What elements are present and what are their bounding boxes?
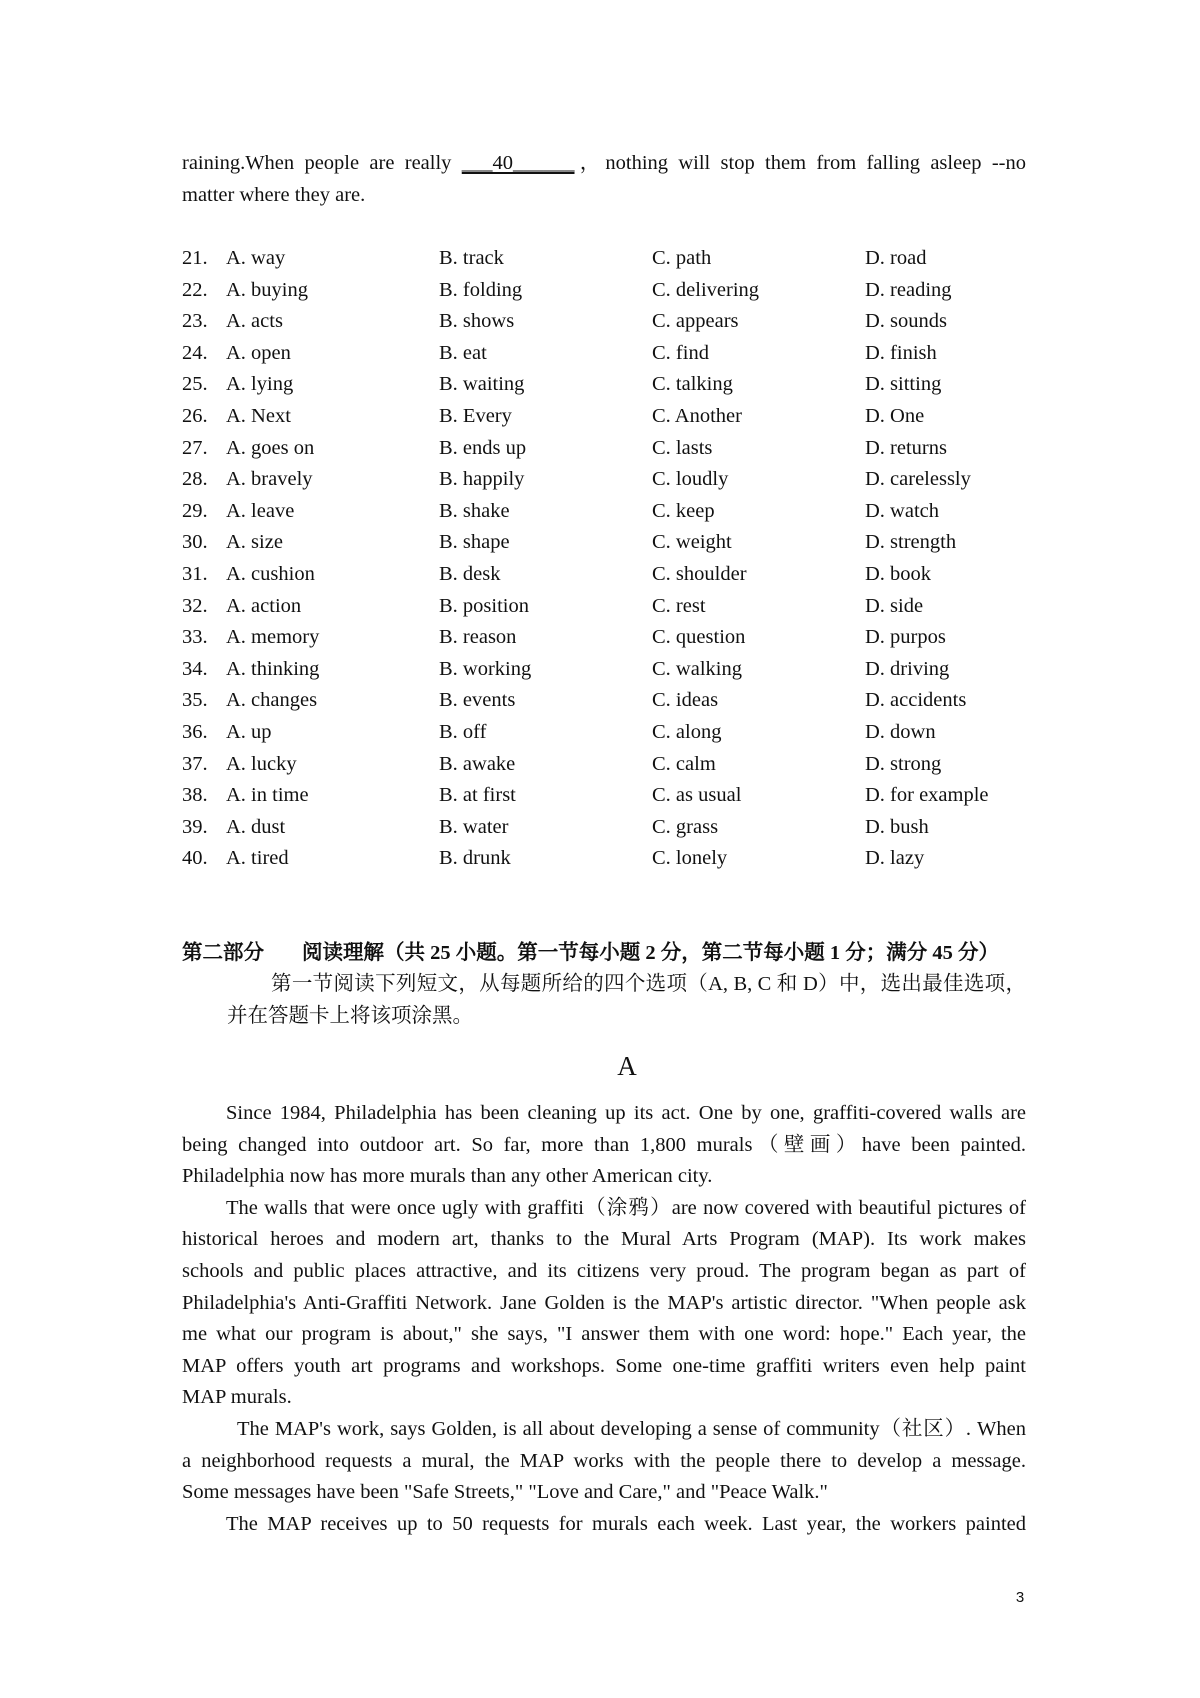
option-d: D. watch	[865, 499, 940, 522]
option-c: C. delivering	[652, 278, 760, 301]
text-line	[182, 148, 1026, 180]
option-b: B. ends up	[439, 436, 527, 459]
passage-paragraph	[182, 1414, 1026, 1509]
option-row	[182, 591, 1026, 623]
option-b: B. waiting	[439, 373, 525, 396]
option-d: D. lazy	[865, 847, 925, 870]
option-a: A. goes on	[226, 436, 315, 459]
text-line: Since 1984, Philadelphia has been cleaning up its act. One by one, graffiti-covered walls are	[226, 1102, 1026, 1124]
option-c: C. rest	[652, 594, 706, 617]
option-b: B. drunk	[439, 847, 511, 870]
question-number: 26.	[182, 404, 208, 427]
option-b: B. track	[439, 247, 504, 269]
option-row	[182, 559, 1026, 591]
option-a: A. lying	[226, 373, 294, 396]
option-c: C. question	[652, 626, 746, 649]
option-c: C. loudly	[652, 468, 729, 491]
option-a: A. up	[226, 720, 272, 743]
option-c: C. calm	[652, 752, 716, 775]
question-number: 40.	[182, 847, 208, 870]
option-a: A. size	[226, 531, 283, 554]
option-c: C. along	[652, 720, 722, 743]
question-number: 22.	[182, 278, 208, 301]
question-number: 38.	[182, 784, 208, 807]
section-heading	[182, 938, 1026, 970]
text-line: The MAP receives up to 50 requests for murals each week. Last year, the workers painted	[226, 1512, 1026, 1535]
option-c: C. appears	[652, 310, 739, 333]
option-b: B. shape	[439, 531, 510, 554]
option-a: A. dust	[226, 815, 286, 838]
text-line: matter where they are.	[182, 183, 366, 206]
text-line: Philadelphia now has more murals than any other American city.	[182, 1165, 713, 1188]
option-d: D. returns	[865, 436, 947, 459]
option-b: B. water	[439, 815, 509, 838]
option-a: A. tired	[226, 847, 289, 870]
text-line: schools and public places attractive, and its citizens very proud. The program began as part of	[182, 1259, 1026, 1282]
option-d: D. side	[865, 594, 924, 617]
option-d: D. book	[865, 562, 932, 585]
option-row	[182, 685, 1026, 717]
option-a: A. leave	[226, 499, 295, 522]
option-row	[182, 527, 1026, 559]
option-d: D. sounds	[865, 310, 948, 333]
option-c: C. lonely	[652, 847, 728, 870]
question-number: 37.	[182, 752, 208, 775]
question-number: 36.	[182, 720, 208, 743]
question-number: 34.	[182, 657, 208, 680]
text-segment: raining.When people are really	[182, 152, 452, 174]
option-row	[182, 780, 1026, 812]
option-row	[182, 812, 1026, 844]
option-c: C. grass	[652, 815, 719, 838]
option-b: B. eat	[439, 341, 487, 364]
passage-paragraph	[182, 1193, 1026, 1414]
passage-label: A	[617, 1051, 637, 1081]
option-row	[182, 243, 1026, 275]
question-number: 21.	[182, 247, 208, 269]
section-part-label: 第二部分	[182, 942, 264, 964]
option-b: B. happily	[439, 468, 525, 491]
option-c: C. find	[652, 341, 709, 364]
option-a: A. in time	[226, 784, 309, 807]
option-row	[182, 717, 1026, 749]
question-number: 27.	[182, 436, 208, 459]
option-b: B. reason	[439, 626, 517, 649]
text-line: Some messages have been "Safe Streets," "Love and Care," and "Peace Walk."	[182, 1481, 828, 1504]
option-d: D. strong	[865, 752, 942, 775]
option-c: C. Another	[652, 404, 742, 427]
option-b: B. folding	[439, 278, 523, 301]
option-row	[182, 464, 1026, 496]
option-d: D. carelessly	[865, 468, 971, 491]
option-b: B. at first	[439, 784, 516, 807]
passage-paragraph	[182, 1098, 1026, 1193]
option-row	[182, 338, 1026, 370]
option-d: D. road	[865, 247, 927, 269]
option-c: C. walking	[652, 657, 742, 680]
page-number: 3	[1015, 1589, 1025, 1606]
text-line: a neighborhood requests a mural, the MAP works with the people there to develop a message.	[182, 1449, 1026, 1472]
option-d: D. accidents	[865, 689, 967, 712]
option-row	[182, 369, 1026, 401]
option-b: B. shows	[439, 310, 515, 333]
option-c: C. keep	[652, 499, 715, 522]
option-a: A. acts	[226, 310, 283, 333]
option-b: B. position	[439, 594, 529, 617]
text-line: me what our program is about," she says, "I answer them with one word: hope." Each year, the	[182, 1323, 1026, 1346]
option-b: B. shake	[439, 499, 510, 522]
option-d: D. down	[865, 720, 936, 743]
option-row	[182, 496, 1026, 528]
question-number: 25.	[182, 373, 208, 396]
question-number: 33.	[182, 626, 208, 649]
question-number: 28.	[182, 468, 208, 491]
section-instructions	[227, 969, 1026, 1032]
passage-paragraph	[182, 1509, 1026, 1541]
option-d: D. One	[865, 404, 925, 427]
answer-blank-40: ___40______	[461, 152, 575, 174]
option-b: B. awake	[439, 752, 516, 775]
cloze-passage-ending	[182, 148, 1026, 211]
option-c: C. path	[652, 247, 712, 269]
option-c: C. shoulder	[652, 562, 747, 585]
question-number: 29.	[182, 499, 208, 522]
option-row	[182, 749, 1026, 781]
option-d: D. purpos	[865, 626, 946, 649]
text-line: MAP offers youth art programs and workshops. Some one-time graffiti writers even help paint	[182, 1354, 1026, 1377]
text-line: The MAP's work, says Golden, is all about developing a sense of community（社区）. When	[237, 1417, 1026, 1440]
option-row	[182, 275, 1026, 307]
cloze-options-list	[182, 243, 1026, 875]
option-d: D. bush	[865, 815, 929, 838]
text-line: 并在答题卡上将该项涂黑。	[227, 1004, 473, 1027]
text-line: MAP murals.	[182, 1386, 292, 1409]
text-line: historical heroes and modern art, thanks to the Mural Arts Program (MAP). Its work makes	[182, 1228, 1026, 1251]
option-row	[182, 843, 1026, 875]
option-a: A. cushion	[226, 562, 315, 585]
reading-passage	[182, 1098, 1026, 1540]
option-b: B. off	[439, 720, 487, 743]
option-d: D. driving	[865, 657, 950, 680]
option-a: A. thinking	[226, 657, 320, 680]
option-a: A. changes	[226, 689, 318, 712]
question-number: 23.	[182, 310, 208, 333]
option-row	[182, 401, 1026, 433]
option-row	[182, 654, 1026, 686]
text-line: The walls that were once ugly with graffiti（涂鸦）are now covered with beautiful pictures of	[226, 1196, 1026, 1219]
option-a: A. open	[226, 341, 291, 364]
option-d: D. sitting	[865, 373, 942, 396]
option-b: B. working	[439, 657, 532, 680]
option-a: A. way	[226, 247, 286, 269]
option-b: B. Every	[439, 404, 512, 427]
option-c: C. as usual	[652, 784, 742, 807]
option-c: C. talking	[652, 373, 733, 396]
question-number: 24.	[182, 341, 208, 364]
option-row	[182, 622, 1026, 654]
section-title: 阅读理解（共 25 小题。第一节每小题 2 分，第二节每小题 1 分；满分 45 分）	[302, 942, 999, 964]
option-c: C. ideas	[652, 689, 719, 712]
question-number: 31.	[182, 562, 208, 585]
option-a: A. bravely	[226, 468, 313, 491]
text-line: 第一节阅读下列短文，从每题所给的四个选项（A, B, C 和 D）中，选出最佳选项，	[271, 973, 1026, 995]
option-a: A. buying	[226, 278, 308, 301]
option-a: A. lucky	[226, 752, 297, 775]
text-line: being changed into outdoor art. So far, more than 1,800 murals（壁画）have been painted.	[182, 1133, 1026, 1156]
text-segment: ，nothing will stop them from falling asleep --no	[574, 152, 1027, 174]
question-number: 39.	[182, 815, 208, 838]
option-b: B. events	[439, 689, 516, 712]
question-number: 30.	[182, 531, 208, 554]
question-number: 35.	[182, 689, 208, 712]
option-row	[182, 433, 1026, 465]
option-a: A. Next	[226, 404, 291, 427]
question-number: 32.	[182, 594, 208, 617]
option-a: A. memory	[226, 626, 320, 649]
option-d: D. strength	[865, 531, 957, 554]
option-d: D. finish	[865, 341, 937, 364]
option-d: D. for example	[865, 784, 989, 807]
option-d: D. reading	[865, 278, 952, 301]
text-line: Philadelphia's Anti-Graffiti Network. Jane Golden is the MAP's artistic director. "When people ask	[182, 1291, 1026, 1314]
option-b: B. desk	[439, 562, 501, 585]
option-c: C. weight	[652, 531, 732, 554]
option-c: C. lasts	[652, 436, 713, 459]
option-a: A. action	[226, 594, 302, 617]
option-row	[182, 306, 1026, 338]
